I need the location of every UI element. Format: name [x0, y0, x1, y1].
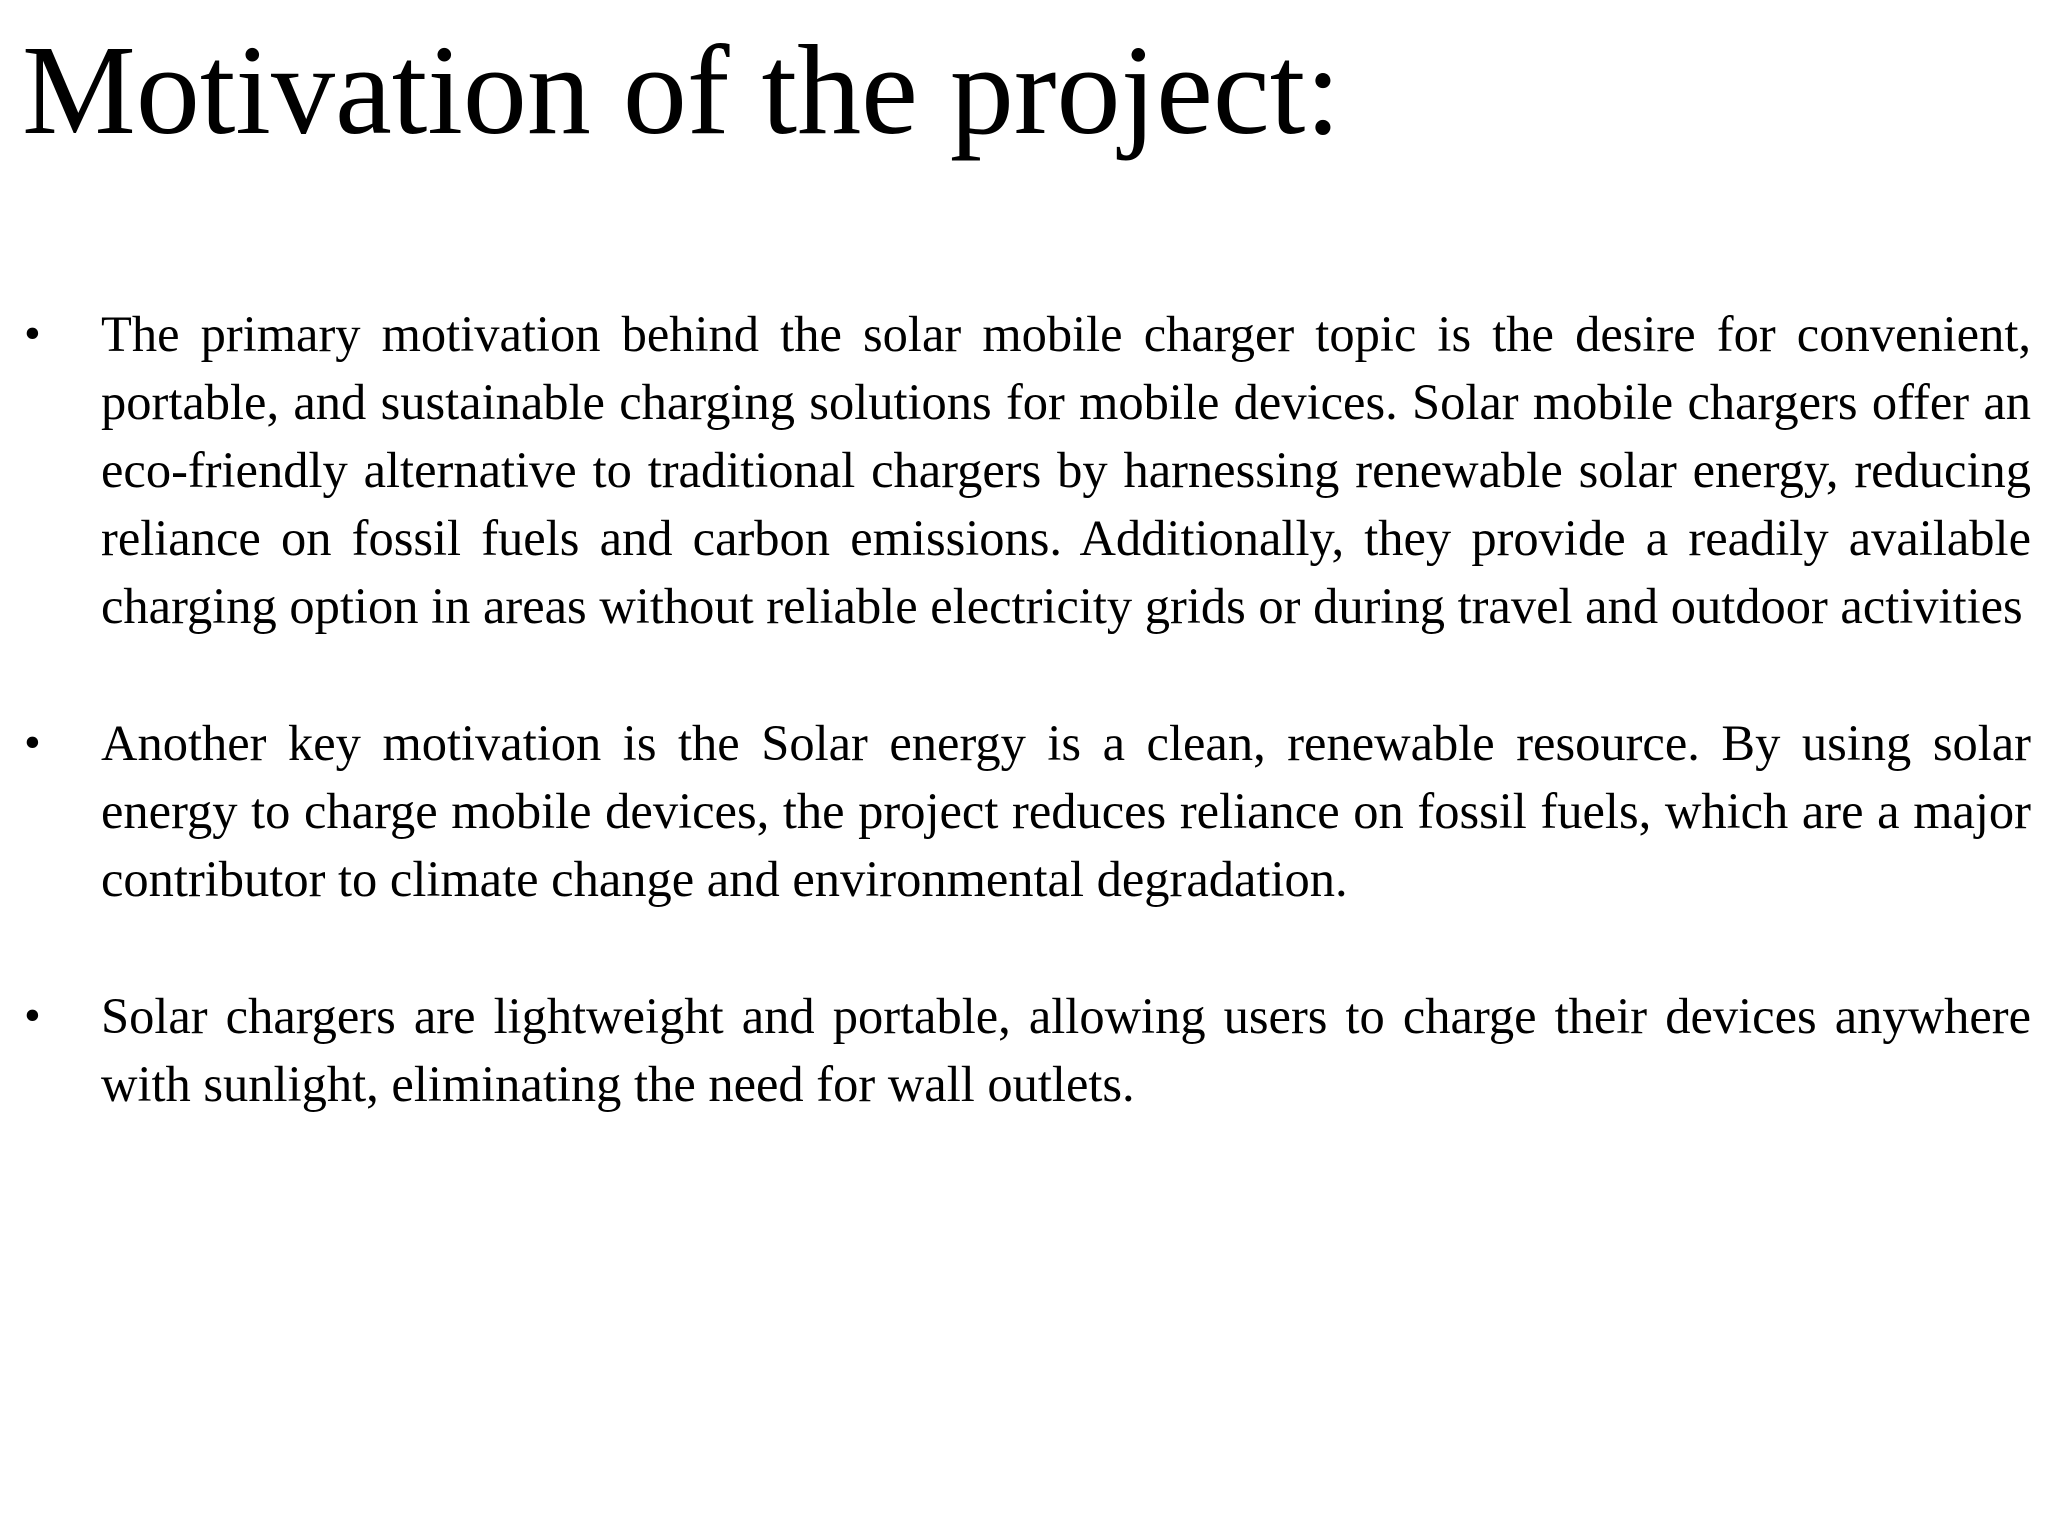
bullet-text: The primary motivation behind the solar mobile charger topic is the desire for convenient, portable, and sustainable charging solutions for mobile devices. Solar mobile chargers offer an eco-friendly alternative to traditional chargers by harnessing renewable solar energy, reducing reliance on fossil fuels and carbon emissions. Additionally, they provide a readily available charging option in areas without reliable electricity grids or during travel and outdoor activities — [101, 306, 2031, 634]
bullet-icon: • — [24, 716, 41, 769]
bullet-text: Solar chargers are lightweight and portable, allowing users to charge their devices anywhere with sunlight, eliminating the need for wall outlets. — [101, 988, 2031, 1112]
bullet-icon: • — [24, 307, 41, 360]
bullet-item-portability — [0, 982, 2048, 1118]
bullet-item-clean-energy — [0, 709, 2048, 913]
slide-title: Motivation of the project: — [22, 19, 1341, 161]
bullet-text: Another key motivation is the Solar energy is a clean, renewable resource. By using solar energy to charge mobile devices, the project reduces reliance on fossil fuels, which are a major contributor to climate change and environmental degradation. — [101, 715, 2031, 907]
bullet-icon: • — [24, 989, 41, 1042]
bullet-item-primary-motivation — [0, 300, 2048, 640]
bullet-list — [0, 300, 2048, 1118]
